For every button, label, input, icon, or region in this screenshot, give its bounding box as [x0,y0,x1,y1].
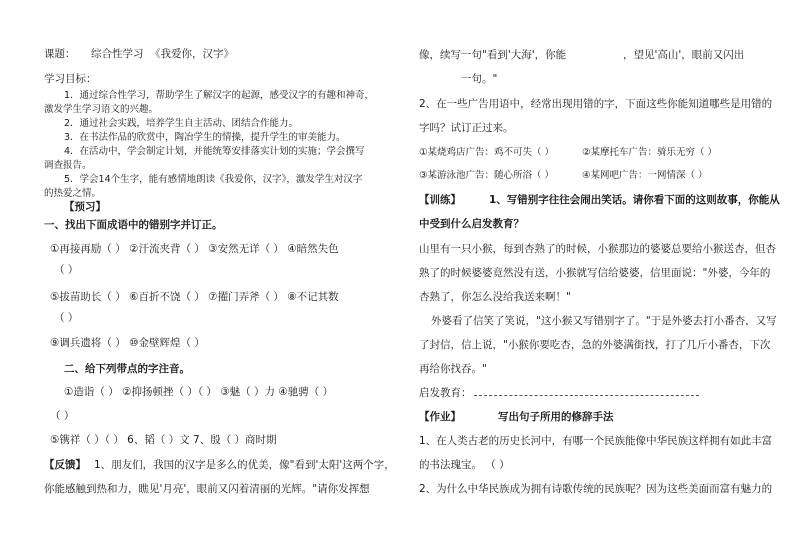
preview-tag: 【预习】 [64,201,106,213]
objective-line: 3．在书法作品的欣赏中，陶冶学生的情操，提升学生的审美能力。 [64,132,346,143]
objective-line: 1．通过综合性学习，帮助学生了解汉字的起源，感受汉字的有趣和神奇， [64,90,375,101]
section1-row: （ ） [54,312,79,324]
feedback-tag: 【反馈】 [44,459,86,471]
section2-row: ①造诣（ ） ②抑扬顿挫（ ）（ ） ③魅（ ）力 ④驰骋（ ） [64,386,334,398]
homework-title: 写出句子所用的修辞手法 [498,411,614,423]
section1-title: 一、找出下面成语中的错别字并订正。 [44,219,223,231]
continuation-text: 一句。" [461,73,498,85]
section2-title: 二、给下列带点的字注音。 [64,363,190,375]
objective-line: 的热爱之情。 [44,188,102,199]
feedback-text: 1、朋友们，我国的汉字是多么的优美，像"看到'太阳'这两个字， [94,459,395,471]
training-tag: 【训练】 [419,194,461,206]
question-2-text: 字吗？试订正过来。 [419,122,514,134]
ad-item: ①某烧鸡店广告：鸡不可失（ ） [419,147,555,158]
training-text: 中受到什么启发教育？ [419,218,524,230]
section1-row: （ ） [54,264,79,276]
right-column [397,0,794,560]
training-text: 1、写错别字往往会闹出笑话。请你看下面的这则故事，你能从 [489,194,780,206]
objective-line: 调查报告。 [44,160,92,171]
section1-row: ⑨调兵遗将（ ） ⑩金壁辉煌（ ） [50,337,205,349]
section1-row: ⑤拔苗助长（ ） ⑥百折不饶（ ） ⑦擢门弄斧（ ） ⑧不记其数 [50,291,339,303]
inspire-label: 启发教育： [419,387,472,399]
story-line: 杏熟了，你怎么没给我送来啊！" [419,291,571,303]
lesson-title: 《我爱你，汉字》 [150,48,234,60]
header-type: 综合性学习 [91,48,144,60]
header-label: 课题： [44,48,76,60]
question-2-text: 2、在一些广告用语中，经常出现用错的字，下面这些你能知道哪些是用错的 [419,98,773,110]
section2-row: （ ） [50,410,75,422]
story-line: 了封信，信上说，"小猴你要吃杏，急的外婆满街找，打了几斤小番杏，下次 [419,339,771,351]
objective-line: 5．学会14个生字，能有感情地朗读《我爱你，汉字》，激发学生对汉字 [64,174,363,185]
homework-tag: 【作业】 [419,411,461,423]
ad-item: ②某摩托车广告：骑乐无穷（ ） [582,147,718,158]
continuation-text: ，望见'高山'，眼前又闪出 [623,49,745,61]
section1-row: ①再接再励（ ） ②汗流夹背（ ） ③安然无详（ ） ④暗然失色 [50,243,339,255]
answer-blank-line [474,389,699,396]
homework-item: 2、为什么中华民族成为拥有诗歌传统的民族呢？因为这些美面而富有魅力的 [419,483,773,495]
ad-item: ③某游泳池广告：随心所浴（ ） [419,170,555,181]
story-line: 熟了的时候婆婆竟然没有送，小猴就写信给婆婆，信里面说："外婆，今年的 [419,267,771,279]
objective-line: 激发学生学习语文的兴趣。 [44,104,159,115]
story-line: 山里有一只小猴，每到杏熟了的时候，小猴那边的婆婆总要给小猴送杏，但杏 [419,243,776,255]
ad-item: ④某网吧广告：一网情深（ ） [582,170,708,181]
section2-row: ⑤镌祥（ ）（ ） 6、韬（ ）文 7、殷（ ）商时期 [50,434,277,446]
homework-item: 的书法瑰宝。 （ ） [419,459,510,471]
objective-line: 4．在活动中，学会制定计划，并能统筹安排落实计划的实施；学会撰写 [64,146,365,157]
continuation-text: 像，续写一句"看到'大海'，你能 [419,49,567,61]
objective-line: 2．通过社会实践，培养学生自主活动、团结合作能力。 [64,118,299,129]
story-line: 再给你找吞。" [419,363,487,375]
story-line: 外婆看了信笑了笑说，"这小猴又写错别字了。"于是外婆去打小番杏，又写 [431,315,777,327]
homework-item: 1、在人类古老的历史长河中，有哪一个民族能像中华民族这样拥有如此丰富 [419,435,773,447]
inspire-line [419,386,699,400]
objectives-title: 学习目标： [44,73,97,85]
feedback-text: 你能感触到热和力，瞧见'月亮'，眼前又闪着清丽的光辉。"请你发挥想 [44,483,370,495]
